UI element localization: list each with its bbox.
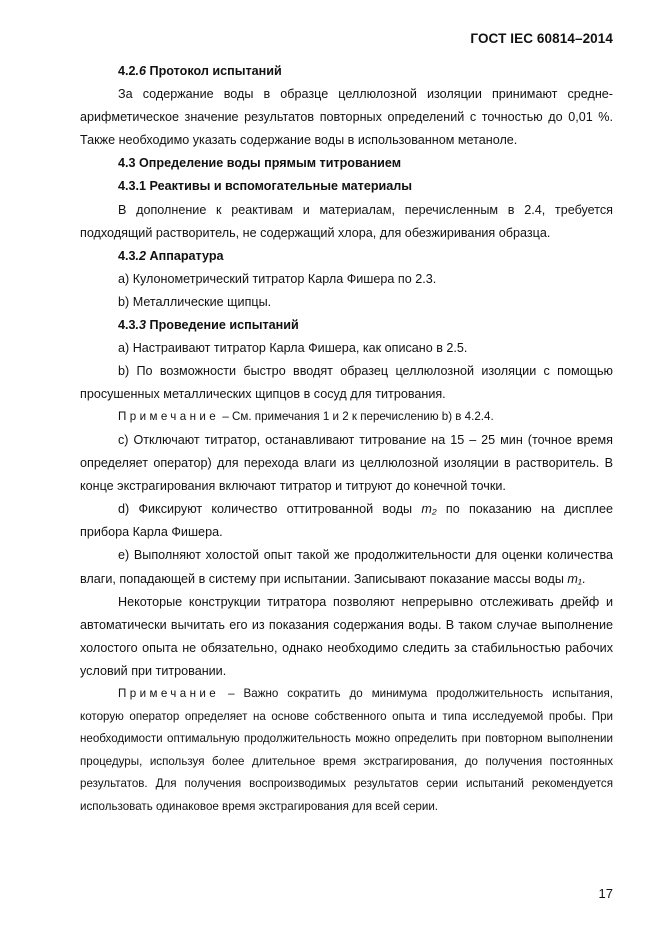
section-number: 4.3.1 — [118, 179, 147, 194]
section-heading-4-3-1 — [80, 175, 613, 198]
section-title: Проведение испытаний — [149, 318, 299, 333]
section-number: 4.3.2 — [118, 248, 147, 263]
list-item: a) Настраивают титратор Карла Фишера, как описано в 2.5. — [118, 341, 468, 356]
section-heading-4-3-3 — [80, 314, 613, 337]
variable-m1: m₁ — [567, 571, 582, 586]
document-body — [80, 60, 613, 819]
note-label: Примечание — [118, 410, 220, 424]
standard-header: ГОСТ IEC 60814–2014 — [470, 31, 613, 46]
list-item: d) Фиксируют количество оттитрованной воды m₂ по показанию на дисплее прибора Карла Фишера. — [80, 502, 613, 540]
section-title: Аппаратура — [149, 248, 224, 263]
list-item: c) Отключают титратор, останавливают титрование на 15 – 25 мин (точное время определяет оператор) для перехода влаги из целлюлозной изоляции в растворитель. В конце экстрагирования включают титратор и титруют до конечной точки. — [80, 433, 613, 494]
list-item: a) Кулонометрический титратор Карла Фишера по 2.3. — [118, 271, 437, 286]
section-number: 4.3.3 — [118, 318, 147, 333]
paragraph: Некоторые конструкции титратора позволяют непрерывно отслеживать дрейф и автоматически вычитать его из показания содержания воды. В таком случае выполнение холостого опыта не обязательно, однако необходимо следить за стабильностью рабочих условий при титровании. — [80, 594, 613, 678]
note-text: – См. примечания 1 и 2 к перечислению b) в 4.2.4. — [219, 410, 494, 424]
section-heading-4-3 — [80, 152, 613, 175]
list-item: b) Металлические щипцы. — [118, 294, 272, 309]
section-heading-4-2-6 — [80, 60, 613, 83]
paragraph: В дополнение к реактивам и материалам, перечисленным в 2.4, требуется подходящий растворитель, не содержащий хлора, для обезжиривания образца. — [80, 202, 613, 240]
section-title: Определение воды прямым титрованием — [139, 156, 402, 171]
list-item: e) Выполняют холостой опыт такой же продолжительности для оценки количества влаги, попадающей в систему при испытании. Записывают показание массы воды m₁. — [80, 548, 613, 586]
note-label: Примечание — [118, 687, 220, 701]
note-text: – Важно сократить до минимума продолжительность испытания, которую оператор определяет на основе собственного опыта и типа исследуемой пробы. При необходимости оптимальную продолжительность можно определить при повторном выполнении процедуры, используя более длительное время экстрагирования, до получения постоянных результатов. Для получения воспроизводимых результатов серии испытаний рекомендуется использовать одинаковое время экстрагирования для всей серии. — [80, 687, 613, 813]
page-number: 17 — [598, 886, 613, 901]
section-title: Реактивы и вспомогательные материалы — [149, 179, 413, 194]
note — [80, 683, 613, 819]
paragraph: За содержание воды в образце целлюлозной изоляции принимают средне-арифметическое значение результатов повторных определений с точностью до 0,01 %. Также необходимо указать содержание воды в использованном метаноле. — [80, 87, 613, 148]
list-item: b) По возможности быстро вводят образец целлюлозной изоляции с помощью просушенных металлических щипцов в сосуд для титрования. — [80, 364, 613, 402]
section-title: Протокол испытаний — [149, 64, 282, 78]
note — [80, 406, 613, 429]
section-number: 4.3 — [118, 156, 136, 171]
section-heading-4-3-2 — [80, 245, 613, 268]
variable-m2: m₂ — [421, 502, 437, 517]
section-number: 4.2.6 — [118, 64, 147, 78]
